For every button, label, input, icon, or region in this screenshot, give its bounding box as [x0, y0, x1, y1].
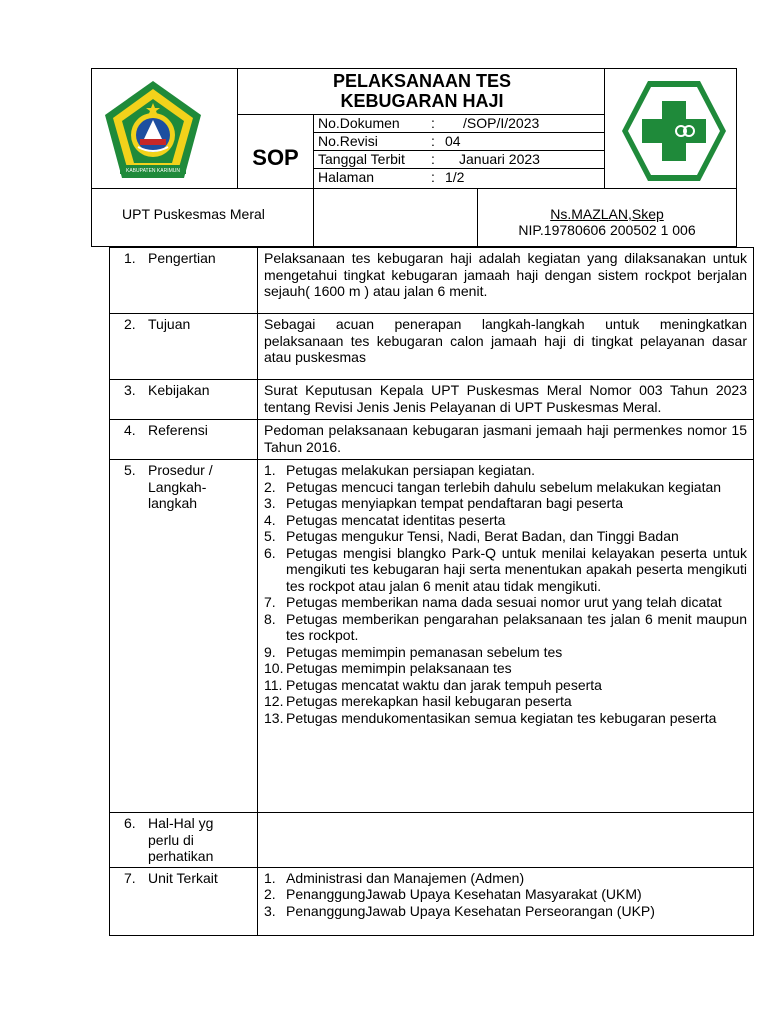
row-content: Surat Keputusan Kepala UPT Puskesmas Meral Nomor 003 Tahun 2023 tentang Revisi Jenis Jenis Pelayanan di UPT Puskesmas Meral.: [258, 380, 754, 420]
list-item-text: Petugas mencuci tangan terlebih dahulu sebelum melakukan kegiatan: [286, 478, 722, 495]
list-item: [264, 545, 747, 595]
row-label: 4. Referensi: [110, 420, 258, 460]
list-item-number: 5.: [264, 528, 276, 544]
list-item: [264, 594, 747, 611]
list-item: [264, 886, 747, 903]
list-item: [264, 479, 747, 496]
list-item-text: PenanggungJawab Upaya Kesehatan Perseorangan (UKP): [286, 902, 655, 919]
list-item-text: Petugas memberikan pengarahan pelaksanaan tes jalan 6 menit maupun tes rockpot.: [286, 610, 747, 643]
divider: [92, 188, 736, 189]
list-item-text: Administrasi dan Manajemen (Admen): [286, 869, 525, 886]
list-item-number: 1.: [264, 869, 276, 886]
list-item-text: Petugas memimpin pelaksanaan tes: [286, 660, 512, 676]
meta-document-number: No.Dokumen : /SOP/I/2023: [318, 115, 540, 131]
row-label: 5. Prosedur / Langkah-langkah: [110, 460, 258, 813]
sop-label: SOP: [252, 145, 299, 170]
list-item-number: 10.: [264, 660, 284, 676]
list-item: [264, 660, 747, 677]
related-units-list: [264, 870, 747, 920]
row-label: 6. Hal-Hal yg perlu di perhatikan: [110, 813, 258, 868]
table-row: [110, 248, 754, 314]
list-item-number: 12.: [264, 693, 284, 709]
divider: [313, 114, 314, 188]
meta-issue-date: Tanggal Terbit : Januari 2023: [318, 151, 540, 167]
related-units: [258, 867, 754, 935]
row-label: 7. Unit Terkait: [110, 867, 258, 935]
svg-text:KABUPATEN KARIMUN: KABUPATEN KARIMUN: [126, 168, 180, 174]
list-item: [264, 512, 747, 529]
list-item: [264, 495, 747, 512]
row-label: 3. Kebijakan: [110, 380, 258, 420]
table-row: [110, 813, 754, 868]
unit-name: UPT Puskesmas Meral: [122, 206, 265, 222]
list-item-text: PenanggungJawab Upaya Kesehatan Masyarakat (UKM): [286, 886, 642, 902]
document-title: PELAKSANAAN TES KEBUGARAN HAJI: [332, 71, 511, 111]
table-row: [110, 314, 754, 380]
table-row: [110, 380, 754, 420]
list-item: [264, 611, 747, 644]
list-item-text: Petugas memimpin pemanasan sebelum tes: [286, 643, 563, 660]
list-item-number: 3.: [264, 902, 276, 919]
list-item-number: 2.: [264, 478, 276, 495]
list-item-text: Petugas merekapkan hasil kebugaran peserta: [286, 693, 572, 709]
list-item-number: 2.: [264, 886, 276, 902]
sop-content-table: [109, 247, 754, 936]
row-content: Sebagai acuan penerapan langkah-langkah untuk meningkatkan pelaksanaan tes kebugaran calon jamaah haji di tingkat pelayanan dasar atau puskesmas: [258, 314, 754, 380]
list-item: [264, 903, 747, 920]
meta-revision: No.Revisi : 04: [318, 133, 461, 149]
row-content: Pedoman pelaksanaan kebugaran jasmani jemaah haji permenkes nomor 15 Tahun 2016.: [258, 420, 754, 460]
procedure-steps: [258, 460, 754, 813]
list-item-text: Petugas mengukur Tensi, Nadi, Berat Badan, dan Tinggi Badan: [286, 528, 679, 544]
list-item-text: Petugas mencatat waktu dan jarak tempuh peserta: [286, 676, 602, 693]
list-item-text: Petugas menyiapkan tempat pendaftaran bagi peserta: [286, 495, 624, 511]
row-content: [258, 813, 754, 868]
signature-block: Ns.MAZLAN,Skep NIP.19780606 200502 1 006: [518, 206, 696, 238]
table-row: [110, 460, 754, 813]
puskesmas-logo: [618, 79, 730, 183]
list-item: [264, 693, 747, 710]
row-label: 1. Pengertian: [110, 248, 258, 314]
list-item-number: 1.: [264, 462, 276, 478]
table-row: [110, 867, 754, 935]
meta-page: Halaman : 1/2: [318, 169, 465, 185]
list-item-number: 11.: [264, 676, 283, 693]
list-item-text: Petugas mendukomentasikan semua kegiatan tes kebugaran peserta: [286, 709, 717, 726]
list-item-number: 4.: [264, 511, 276, 528]
table-row: [110, 420, 754, 460]
list-item-number: 8.: [264, 610, 276, 627]
list-item: [264, 644, 747, 661]
kabupaten-karimun-logo: [100, 77, 206, 183]
list-item: [264, 870, 747, 887]
list-item-number: 3.: [264, 495, 276, 511]
list-item: [264, 710, 747, 727]
list-item-number: 9.: [264, 643, 276, 660]
list-item: [264, 528, 747, 545]
list-item-number: 7.: [264, 594, 276, 610]
list-item-text: Petugas mengisi blangko Park-Q untuk menilai kelayakan peserta untuk mengikuti tes kebugaran haji serta menentukan apakah peserta mengikuti tes rockpot atau jalan 6 menit atau tidak mengikuti.: [286, 544, 747, 594]
list-item-text: Petugas melakukan persiapan kegiatan.: [286, 462, 536, 478]
procedure-list: [264, 462, 747, 726]
list-item-number: 13.: [264, 709, 284, 726]
row-content: Pelaksanaan tes kebugaran haji adalah kegiatan yang dilaksanakan untuk mengetahui tingkat kebugaran jamaah haji dengan sistem rockpot berjalan sejauh( 1600 m ) atau jalan 6 menit.: [258, 248, 754, 314]
list-item-text: Petugas memberikan nama dada sesuai nomor urut yang telah dicatat: [286, 594, 722, 610]
sop-header: [91, 68, 737, 247]
list-item: [264, 677, 747, 694]
list-item-number: 6.: [264, 544, 276, 561]
list-item-text: Petugas mencatat identitas peserta: [286, 511, 506, 528]
row-label: 2. Tujuan: [110, 314, 258, 380]
divider: [313, 188, 314, 248]
list-item: [264, 462, 747, 479]
